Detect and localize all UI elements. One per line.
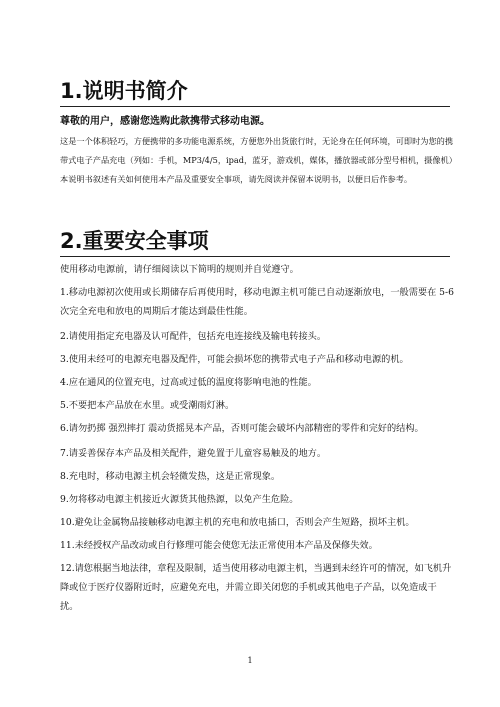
section-1-title: 1.说明书简介: [60, 78, 450, 107]
list-item: 10.避免让金属物品接触移动电源主机的充电和放电插口，否则会产生短路，损坏主机。: [60, 517, 415, 528]
section-2-title: 2.重要安全事项: [60, 228, 450, 257]
list-item: 3.使用未经可的电源充电器及配件，可能会损坏您的携带式电子产品和移动电源的机。: [60, 354, 409, 365]
list-item: 11.未经授权产品改动或自行修理可能会使您无法正常使用本产品及保修失效。: [60, 540, 378, 551]
list-item: 8.充电时，移动电源主机会轻微发热，这是正常现象。: [60, 471, 281, 482]
list-item: 12.请您根据当地法律，章程及限制，适当使用移动电源主机，当遇到未经许可的情况，如飞机升降或位于医疗仪器附近时，应避免充电，并需立即关闭您的手机或其他电子产品，以免造成干扰。: [60, 563, 452, 612]
list-item: 6.请勿扔掷 强烈摔打 震动货摇晃本产品，否则可能会破坏内部精密的零件和完好的结构。: [60, 423, 424, 434]
list-item: 1.移动电源初次使用或长期储存后再使用时，移动电源主机可能已自动逐渐放电，一般需要在 5-6 次完全充电和放电的周期后才能达到最佳性能。: [60, 287, 454, 317]
list-item: 7.请妥善保存本产品及相关配件，避免置于儿童容易触及的地方。: [60, 448, 327, 459]
list-item: 2.请使用指定充电器及认可配件，包括充电连接线及输电转接头。: [60, 331, 327, 342]
list-item: 9.勿将移动电源主机接近火源货其他热源，以免产生危险。: [60, 494, 299, 505]
safety-lead-text: 使用移动电源前，请仔细阅读以下简明的规则并自觉遵守。: [60, 264, 299, 275]
intro-paragraph: 这是一个体积轻巧，方便携带的多功能电源系统，方便您外出货旅行时，无论身在任何环境，可即时为您的携带式电子产品充电（列如：手机，MP3/4/5，ipad，蓝牙，游戏机，媒体，播放器或部分型号相机，摄像机）本说明书叙述有关如何使用本产品及重要安全事项，请先阅读并保留本说明书，以便日后作参考。: [60, 136, 454, 184]
greeting-text: 尊敬的用户，感谢您选购此款携带式移动电源。: [60, 116, 270, 127]
list-item: 5.不要把本产品放在水里。或受潮雨灯淋。: [60, 400, 235, 411]
page-number: 1: [247, 656, 253, 665]
safety-rules-list: [60, 283, 454, 622]
list-item: 4.应在通风的位置充电，过高或过低的温度将影响电池的性能。: [60, 377, 317, 388]
